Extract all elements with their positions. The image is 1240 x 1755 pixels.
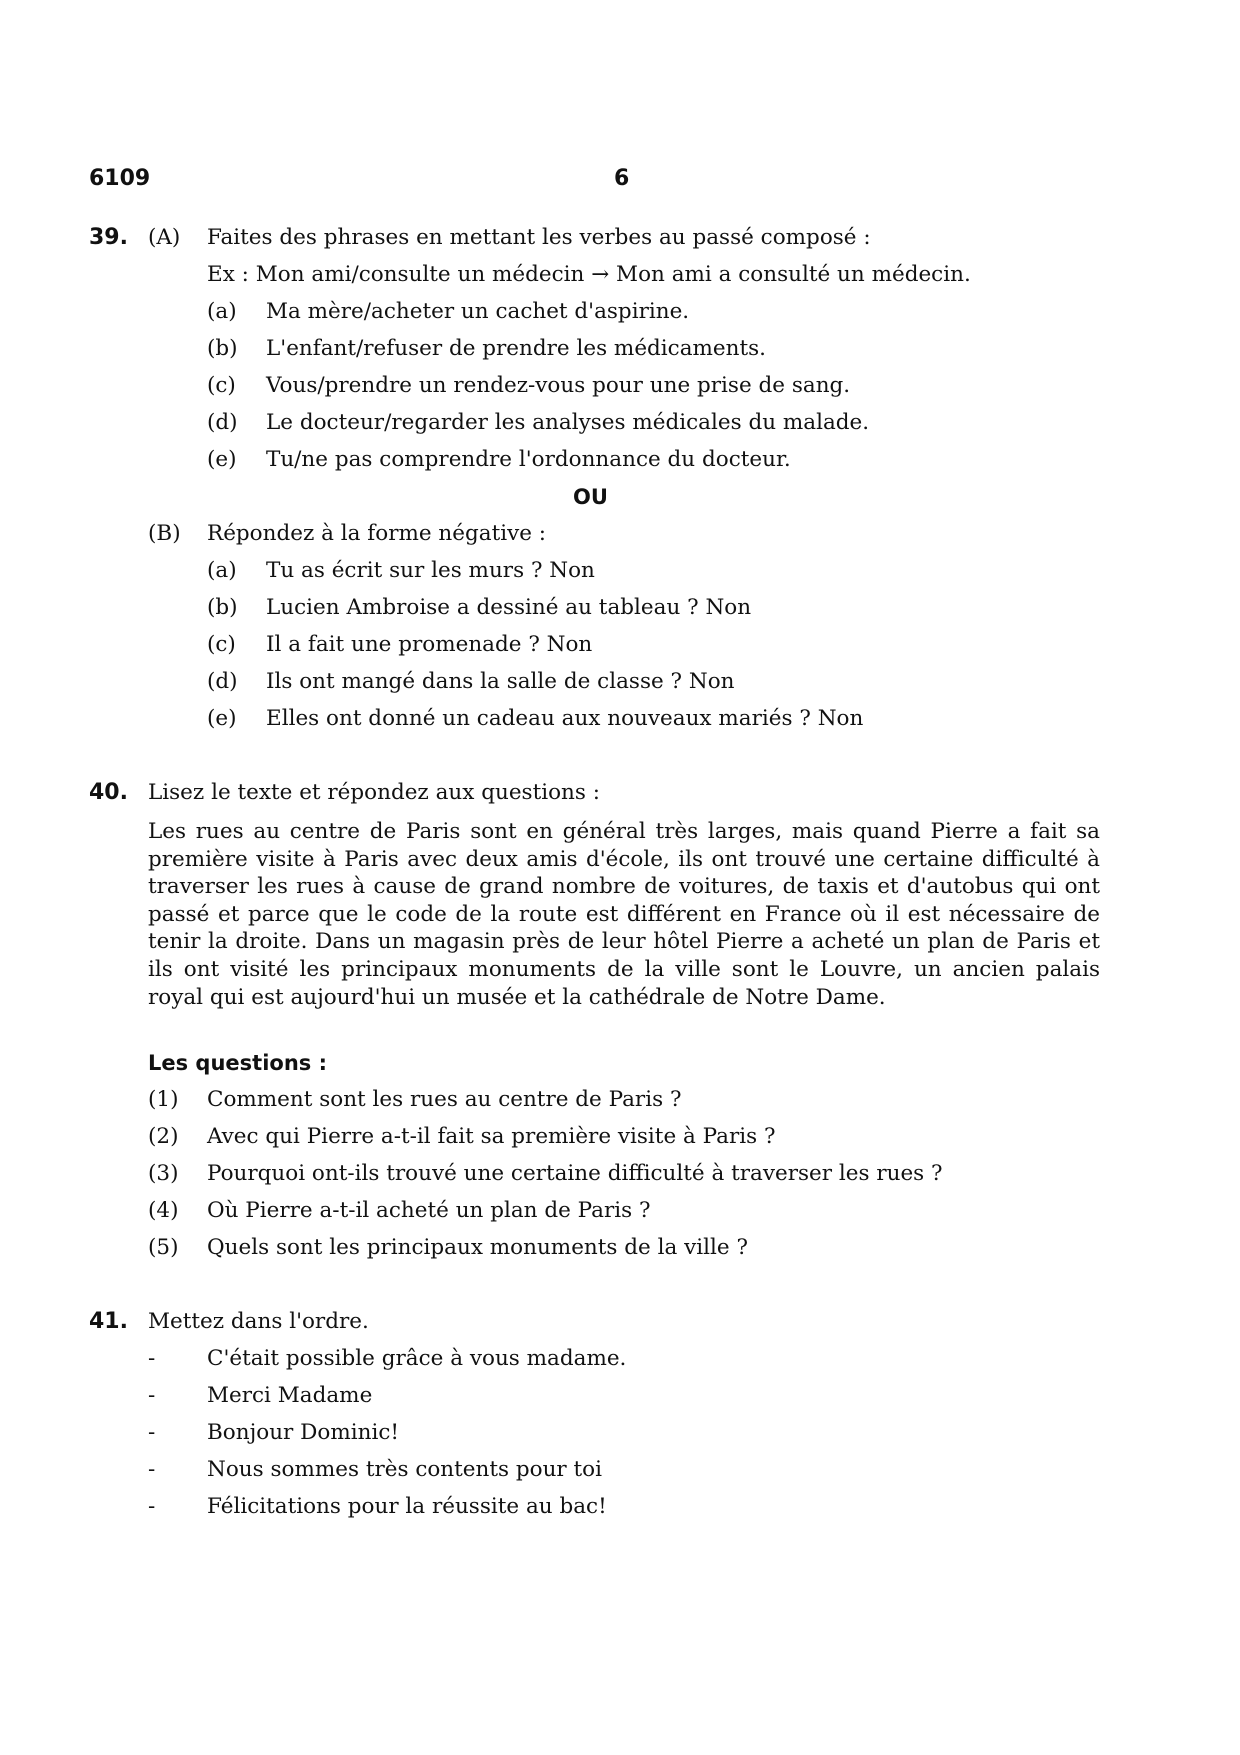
q39a-item-label: (e) xyxy=(207,447,237,472)
list-bullet: - xyxy=(148,1346,156,1371)
q40-question-label: (2) xyxy=(148,1124,179,1149)
q39-part-b-instruction: Répondez à la forme négative : xyxy=(207,521,547,546)
q41-list-item: Nous sommes très contents pour toi xyxy=(207,1457,602,1482)
q39a-item-text: Tu/ne pas comprendre l'ordonnance du docteur. xyxy=(266,447,791,472)
reading-passage: Les rues au centre de Paris sont en général très larges, mais quand Pierre a fait sa première visite à Paris avec deux amis d'école, ils ont trouvé une certaine difficulté à traverser les rues à cause de grand nombre de voitures, de taxis et d'autobus qui ont passé et parce que le code de la route est différent en France où il est nécessaire de tenir la droite. Dans un magasin près de leur hôtel Pierre a acheté un plan de Paris et ils ont visité les principaux monuments de la ville sont le Louvre, un ancien palais royal qui est aujourd'hui un musée et la cathédrale de Notre Dame. xyxy=(148,819,1100,1010)
q40-question-text: Comment sont les rues au centre de Paris ? xyxy=(207,1087,682,1112)
q39b-item-text: Ils ont mangé dans la salle de classe ? Non xyxy=(266,669,735,694)
q40-question-label: (4) xyxy=(148,1198,179,1223)
q39b-item-label: (d) xyxy=(207,669,238,694)
or-separator: OU xyxy=(573,485,608,509)
q40-question-label: (1) xyxy=(148,1087,179,1112)
q39a-item-text: Ma mère/acheter un cachet d'aspirine. xyxy=(266,299,690,324)
q39a-item-label: (d) xyxy=(207,410,238,435)
q39b-item-label: (c) xyxy=(207,632,236,657)
q39a-item-text: Le docteur/regarder les analyses médicales du malade. xyxy=(266,410,870,435)
paper-code: 6109 xyxy=(89,166,151,191)
question-41-number: 41. xyxy=(89,1309,128,1334)
q39b-item-text: Lucien Ambroise a dessiné au tableau ? Non xyxy=(266,595,752,620)
q39a-item-label: (b) xyxy=(207,336,238,361)
q41-list-item: Félicitations pour la réussite au bac! xyxy=(207,1494,607,1519)
questions-heading: Les questions : xyxy=(148,1051,327,1075)
q41-list-item: C'était possible grâce à vous madame. xyxy=(207,1346,627,1371)
question-40-number: 40. xyxy=(89,780,128,805)
q39a-item-label: (a) xyxy=(207,299,237,324)
q40-question-text: Pourquoi ont-ils trouvé une certaine difficulté à traverser les rues ? xyxy=(207,1161,943,1186)
q39a-item-text: L'enfant/refuser de prendre les médicaments. xyxy=(266,336,767,361)
q39a-item-text: Vous/prendre un rendez-vous pour une prise de sang. xyxy=(266,373,851,398)
q40-question-text: Quels sont les principaux monuments de la ville ? xyxy=(207,1235,748,1260)
q39-part-b-label: (B) xyxy=(148,521,181,546)
q39b-item-text: Elles ont donné un cadeau aux nouveaux mariés ? Non xyxy=(266,706,864,731)
q41-list-item: Merci Madame xyxy=(207,1383,373,1408)
q41-instruction: Mettez dans l'ordre. xyxy=(148,1309,369,1334)
q40-question-text: Où Pierre a-t-il acheté un plan de Paris ? xyxy=(207,1198,651,1223)
q39b-item-text: Il a fait une promenade ? Non xyxy=(266,632,593,657)
q39b-item-label: (b) xyxy=(207,595,238,620)
list-bullet: - xyxy=(148,1457,156,1482)
q39a-item-label: (c) xyxy=(207,373,236,398)
q41-list-item: Bonjour Dominic! xyxy=(207,1420,400,1445)
q40-question-text: Avec qui Pierre a-t-il fait sa première visite à Paris ? xyxy=(207,1124,776,1149)
q39b-item-label: (e) xyxy=(207,706,237,731)
list-bullet: - xyxy=(148,1420,156,1445)
q39-part-a-label: (A) xyxy=(148,225,181,250)
q39b-item-label: (a) xyxy=(207,558,237,583)
list-bullet: - xyxy=(148,1494,156,1519)
q40-question-label: (5) xyxy=(148,1235,179,1260)
question-39-number: 39. xyxy=(89,225,128,250)
q39-part-a-instruction: Faites des phrases en mettant les verbes au passé composé : xyxy=(207,225,871,250)
q40-instruction: Lisez le texte et répondez aux questions : xyxy=(148,780,601,805)
page-number: 6 xyxy=(614,166,630,191)
q39b-item-text: Tu as écrit sur les murs ? Non xyxy=(266,558,595,583)
list-bullet: - xyxy=(148,1383,156,1408)
q39-example: Ex : Mon ami/consulte un médecin → Mon ami a consulté un médecin. xyxy=(207,262,971,287)
q40-question-label: (3) xyxy=(148,1161,179,1186)
